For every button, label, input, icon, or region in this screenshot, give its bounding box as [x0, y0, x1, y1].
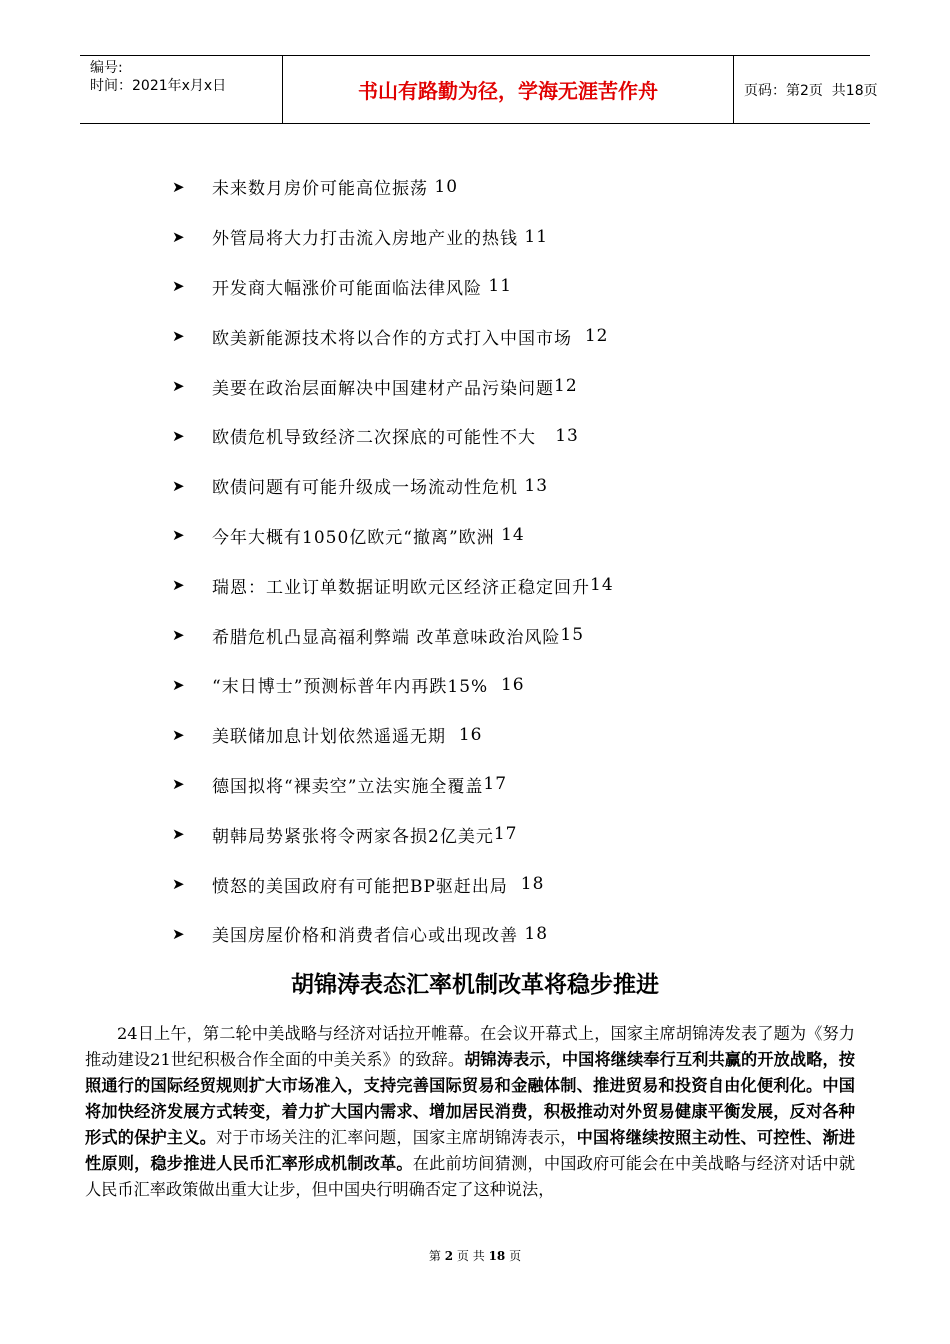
toc-item-title: 欧债问题有可能升级成一场流动性危机: [212, 478, 525, 499]
toc-item-title: 愤怒的美国政府有可能把BP驱赶出局: [212, 876, 521, 897]
toc-item[interactable]: [172, 311, 872, 361]
toc-item-page: 14: [590, 575, 614, 596]
arrow-bullet-icon: ➤: [172, 675, 186, 694]
article-bold-text: 胡锦涛表示，中国将继续奉行互利共赢的开放战略，按照通行的国际经贸规则扩大市场准入，支持完善国际贸易和金融体制、推进贸易和投资自由化便利化。中国将加快经济发展方式转变，着力扩大国内需求、增加居民消费，积极推动对外贸易健康平衡发展，反对各种形式的保护主义。: [85, 1050, 855, 1147]
toc-item[interactable]: [172, 511, 872, 561]
toc-item-page: 16: [500, 674, 525, 695]
arrow-bullet-icon: ➤: [172, 277, 186, 296]
footer-page-number: 2: [444, 1249, 454, 1263]
article-text: 24日上午，第二轮中美战略与经济对话拉开帷幕。在会议开幕式上，国家主席胡锦涛发表了题为《努力推动建设21世纪积极合作全面的中美关系》的致辞。: [85, 1024, 855, 1069]
toc-item-page: 17: [483, 774, 508, 795]
toc-item-page: 18: [524, 923, 549, 944]
toc-item-page: 13: [555, 425, 579, 446]
toc-item-title: 美联储加息计划依然遥遥无期: [212, 727, 459, 748]
toc-item[interactable]: [172, 710, 872, 760]
toc-item[interactable]: [172, 610, 872, 660]
toc-item[interactable]: [172, 262, 872, 312]
document-time: 时间：2021年x月x日: [90, 78, 227, 94]
arrow-bullet-icon: ➤: [172, 875, 186, 894]
toc-item-title: 美要在政治层面解决中国建材产品污染问题: [212, 378, 554, 399]
header-meta: [80, 56, 282, 123]
arrow-bullet-icon: ➤: [172, 775, 186, 794]
arrow-bullet-icon: ➤: [172, 227, 186, 246]
article-title: 胡锦涛表态汇率机制改革将稳步推进: [291, 972, 659, 998]
header-motto: 书山有路勤为径，学海无涯苦作舟: [282, 56, 734, 123]
toc-item[interactable]: [172, 660, 872, 710]
page-footer: [0, 1247, 950, 1264]
toc-item-title: 未来数月房价可能高位振荡: [212, 179, 435, 200]
arrow-bullet-icon: ➤: [172, 725, 186, 744]
toc-item-page: 14: [501, 525, 525, 546]
arrow-bullet-icon: ➤: [172, 626, 186, 645]
toc-item-title: 希腊危机凸显高福利弊端 改革意味政治风险: [212, 627, 561, 648]
toc-item-page: 15: [560, 625, 585, 646]
toc-item-page: 18: [520, 874, 545, 895]
toc-item-page: 12: [584, 326, 609, 347]
footer-prefix: 第: [428, 1249, 441, 1263]
toc-item-page: 16: [458, 724, 483, 745]
toc-item[interactable]: [172, 560, 872, 610]
article-body: [85, 1021, 855, 1203]
arrow-bullet-icon: ➤: [172, 426, 186, 445]
page-code-text: 页码：第2页 共18页: [744, 82, 878, 99]
table-of-contents: [172, 162, 872, 959]
toc-item[interactable]: [172, 859, 872, 909]
toc-item-title: 今年大概有1050亿欧元“撤离”欧洲: [212, 527, 502, 548]
article-text: 在此前坊间猜测，中国政府可能会在中美战略与经济对话中就人民币汇率政策做出重大让步，但中国央行明确否定了这种说法，: [85, 1154, 856, 1199]
arrow-bullet-icon: ➤: [172, 476, 186, 495]
toc-item-title: 朝韩局势紧张将令两家各损2亿美元: [212, 826, 494, 847]
toc-item-title: 德国拟将“裸卖空”立法实施全覆盖: [212, 776, 484, 797]
document-number-label: 编号:: [90, 60, 123, 76]
toc-item-title: “末日博士”预测标普年内再跌15%: [212, 677, 501, 698]
toc-item[interactable]: [172, 411, 872, 461]
page-header: [80, 55, 878, 124]
toc-item-title: 瑞恩：工业订单数据证明欧元区经济正稳定回升: [212, 577, 590, 598]
header-page-code: [734, 56, 878, 123]
toc-item-page: 11: [524, 226, 549, 247]
toc-item[interactable]: [172, 760, 872, 810]
toc-item-page: 17: [493, 824, 518, 845]
footer-total-pages: 18: [488, 1249, 506, 1263]
arrow-bullet-icon: ➤: [172, 825, 186, 844]
toc-item[interactable]: [172, 909, 872, 959]
toc-item-page: 12: [554, 376, 578, 397]
toc-item-page: 13: [524, 475, 549, 496]
article-text: 对于市场关注的汇率问题，国家主席胡锦涛表示，: [216, 1128, 577, 1147]
toc-item-page: 11: [488, 276, 513, 297]
arrow-bullet-icon: ➤: [172, 526, 186, 545]
toc-item[interactable]: [172, 162, 872, 212]
toc-item[interactable]: [172, 361, 872, 411]
toc-item-title: 外管局将大力打击流入房地产业的热钱: [212, 229, 525, 250]
toc-item-title: 欧债危机导致经济二次探底的可能性不大: [212, 428, 556, 449]
arrow-bullet-icon: ➤: [172, 177, 186, 196]
article-bold-text: 中国将继续按照主动性、可控性、渐进性原则，稳步推进人民币汇率形成机制改革。: [85, 1128, 856, 1173]
arrow-bullet-icon: ➤: [172, 924, 186, 943]
toc-item-page: 10: [434, 176, 459, 197]
toc-item-title: 美国房屋价格和消费者信心或出现改善: [212, 926, 525, 947]
footer-mid: 页 共: [456, 1249, 485, 1263]
toc-item[interactable]: [172, 212, 872, 262]
footer-suffix: 页: [509, 1249, 522, 1263]
arrow-bullet-icon: ➤: [172, 377, 186, 396]
toc-item-title: 开发商大幅涨价可能面临法律风险: [212, 278, 489, 299]
toc-item[interactable]: [172, 809, 872, 859]
arrow-bullet-icon: ➤: [172, 327, 186, 346]
toc-item-title: 欧美新能源技术将以合作的方式打入中国市场: [212, 328, 585, 349]
arrow-bullet-icon: ➤: [172, 576, 186, 595]
toc-item[interactable]: [172, 461, 872, 511]
